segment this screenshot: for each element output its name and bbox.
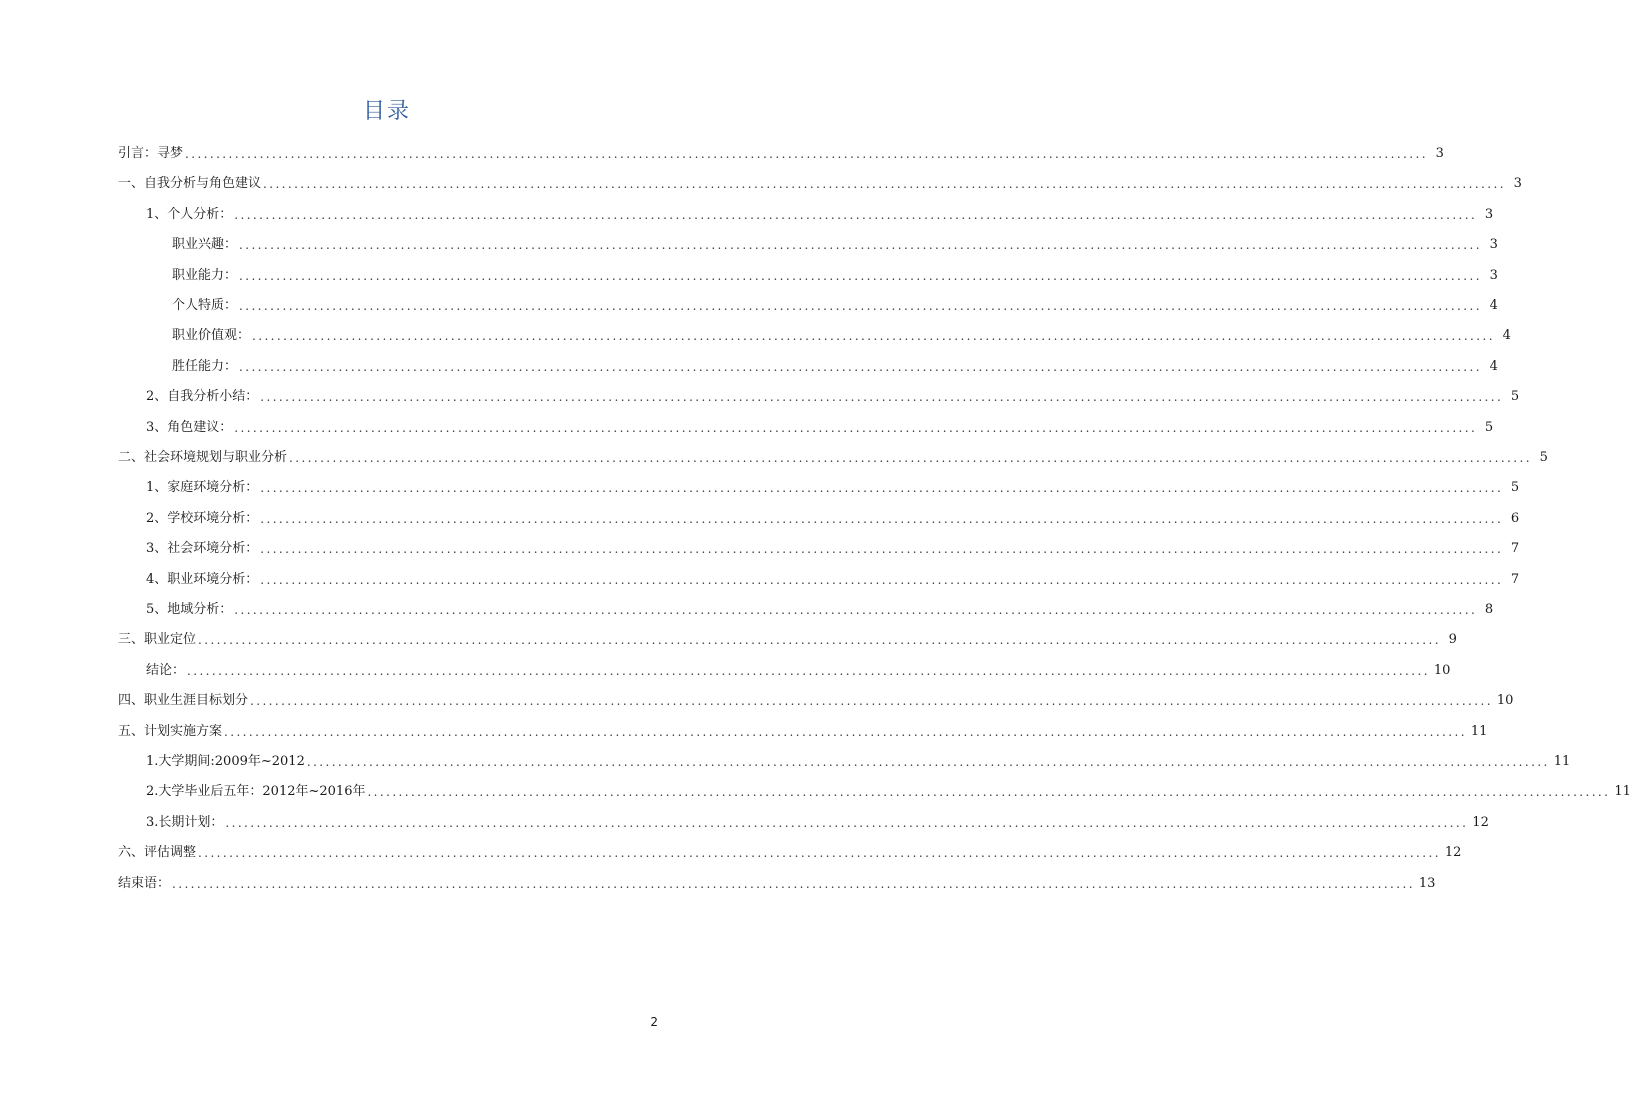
toc-entry[interactable]: [172, 351, 1498, 377]
toc-entry-page: 9: [1448, 632, 1457, 648]
toc-entry-page: 12: [1444, 845, 1462, 861]
toc-leader-dots: ........................................................................................................................................................................................................: [185, 147, 1428, 161]
toc-leader-dots: ........................................................................................................................................................................................................: [198, 633, 1441, 648]
toc-leader-dots: ........................................................................................................................................................................................................: [306, 755, 1550, 769]
toc-entry-page: 3: [1513, 176, 1522, 192]
toc-entry-label: 4、职业环境分析：: [146, 571, 259, 587]
toc-entry-label: 职业兴趣：: [172, 237, 238, 253]
toc-entry-page: 4: [1489, 358, 1498, 374]
toc-entry-label: 2.大学毕业后五年：2012年~2016年: [146, 784, 366, 800]
toc-entry-page: 11: [1614, 784, 1631, 800]
toc-entry[interactable]: [146, 381, 1520, 407]
toc-entry-page: 10: [1433, 662, 1451, 678]
toc-entry[interactable]: [146, 746, 1571, 772]
toc-entry-page: 7: [1510, 571, 1520, 587]
toc-leader-dots: ........................................................................................................................................................................................................: [239, 359, 1482, 374]
toc-entry-label: 四、职业生涯目标划分: [118, 693, 249, 709]
toc-entry-page: 11: [1470, 723, 1488, 739]
toc-entry-label: 五、计划实施方案: [118, 723, 223, 739]
toc-entry[interactable]: [146, 776, 1631, 802]
toc-leader-dots: ........................................................................................................................................................................................................: [367, 785, 1611, 800]
toc-entry-page: 6: [1510, 510, 1520, 526]
toc-entry-label: 1、家庭环境分析：: [146, 480, 259, 496]
toc-leader-dots: ........................................................................................................................................................................................................: [260, 390, 1504, 405]
toc-leader-dots: ........................................................................................................................................................................................................: [234, 603, 1478, 617]
toc-entry-page: 7: [1510, 541, 1520, 557]
toc-entry[interactable]: [118, 138, 1444, 164]
toc-entry-label: 六、评估调整: [118, 845, 197, 861]
toc-entry-label: 结论：: [146, 662, 186, 678]
toc-entry[interactable]: [118, 168, 1522, 194]
toc-entry-page: 12: [1472, 814, 1489, 830]
toc-leader-dots: ........................................................................................................................................................................................................: [224, 724, 1467, 739]
toc-leader-dots: ........................................................................................................................................................................................................: [250, 694, 1493, 709]
toc-entry-page: 8: [1484, 602, 1494, 617]
toc-entry[interactable]: [172, 290, 1498, 316]
toc-entry-page: 13: [1418, 875, 1436, 891]
toc-leader-dots: ........................................................................................................................................................................................................: [263, 177, 1506, 192]
toc-entry-label: 一、自我分析与角色建议: [118, 176, 262, 192]
toc-entry-page: 3: [1489, 237, 1498, 253]
toc-entry-label: 3、社会环境分析：: [146, 541, 259, 557]
toc-entry[interactable]: [118, 716, 1488, 742]
page-title: 目录: [362, 99, 411, 124]
toc-entry-page: 5: [1484, 419, 1494, 435]
toc-entry[interactable]: [118, 624, 1457, 650]
toc-leader-dots: ........................................................................................................................................................................................................: [239, 238, 1482, 253]
toc-entry-label: 结束语：: [118, 875, 171, 891]
toc-leader-dots: ........................................................................................................................................................................................................: [239, 268, 1482, 283]
toc-entry[interactable]: [118, 868, 1436, 894]
toc-leader-dots: ........................................................................................................................................................................................................: [198, 846, 1441, 861]
toc-leader-dots: ........................................................................................................................................................................................................: [234, 420, 1478, 435]
toc-leader-dots: ........................................................................................................................................................................................................: [260, 481, 1504, 496]
toc-leader-dots: ........................................................................................................................................................................................................: [260, 511, 1504, 526]
toc-leader-dots: ........................................................................................................................................................................................................: [225, 815, 1469, 830]
toc-entry-page: 3: [1489, 267, 1498, 283]
toc-entry-page: 5: [1510, 389, 1520, 405]
toc-entry[interactable]: [146, 503, 1520, 529]
toc-entry[interactable]: [146, 594, 1494, 620]
toc-entry[interactable]: [146, 807, 1489, 833]
toc-entry[interactable]: [146, 199, 1494, 225]
toc-leader-dots: ........................................................................................................................................................................................................: [187, 663, 1430, 678]
toc-leader-dots: ........................................................................................................................................................................................................: [239, 299, 1482, 313]
toc-entry-label: 职业价值观：: [172, 328, 251, 344]
toc-entry-page: 10: [1496, 693, 1514, 709]
toc-leader-dots: ........................................................................................................................................................................................................: [289, 451, 1532, 465]
toc-entry-page: 11: [1553, 754, 1571, 769]
toc-entry[interactable]: [146, 655, 1451, 681]
toc-entry-label: 1、个人分析：: [146, 206, 233, 222]
toc-entry-page: 5: [1510, 480, 1520, 496]
toc-entry[interactable]: [172, 229, 1498, 255]
toc-entry-label: 3、角色建议：: [146, 419, 233, 435]
toc-entry-page: 4: [1489, 298, 1498, 313]
page-number: 2: [650, 1015, 658, 1029]
toc-entry[interactable]: [146, 564, 1520, 590]
toc-entry[interactable]: [146, 412, 1494, 438]
toc-entry-page: 3: [1435, 146, 1444, 161]
toc-entry[interactable]: [172, 260, 1498, 286]
toc-entry[interactable]: [118, 442, 1548, 468]
toc-entry-page: 3: [1484, 206, 1494, 222]
toc-entry-label: 2、学校环境分析：: [146, 510, 259, 526]
toc-entry-label: 个人特质：: [172, 298, 238, 313]
toc-entry-page: 4: [1502, 328, 1511, 344]
toc-entry[interactable]: [146, 533, 1520, 559]
toc-entry[interactable]: [172, 320, 1511, 346]
toc-entry-label: 胜任能力：: [172, 358, 238, 374]
toc-entry-label: 二、社会环境规划与职业分析: [118, 450, 288, 465]
toc-entry[interactable]: [146, 472, 1520, 498]
toc-entry-label: 2、自我分析小结：: [146, 389, 259, 405]
toc-entry[interactable]: [118, 837, 1462, 863]
toc-entry-label: 职业能力：: [172, 267, 238, 283]
toc-leader-dots: ........................................................................................................................................................................................................: [234, 207, 1478, 222]
toc-entry-page: 5: [1539, 450, 1548, 465]
toc-entry-label: 引言：寻梦: [118, 146, 184, 161]
toc-leader-dots: ........................................................................................................................................................................................................: [172, 876, 1415, 891]
toc-entry[interactable]: [118, 685, 1514, 711]
toc-leader-dots: ........................................................................................................................................................................................................: [260, 542, 1504, 557]
toc-leader-dots: ........................................................................................................................................................................................................: [260, 572, 1504, 587]
toc-entry-label: 5、地域分析：: [146, 602, 233, 617]
toc-entry-label: 3.长期计划：: [146, 814, 224, 830]
toc-leader-dots: ........................................................................................................................................................................................................: [252, 329, 1495, 344]
toc-entry-label: 三、职业定位: [118, 632, 197, 648]
toc-entry-label: 1.大学期间:2009年~2012: [146, 754, 305, 769]
